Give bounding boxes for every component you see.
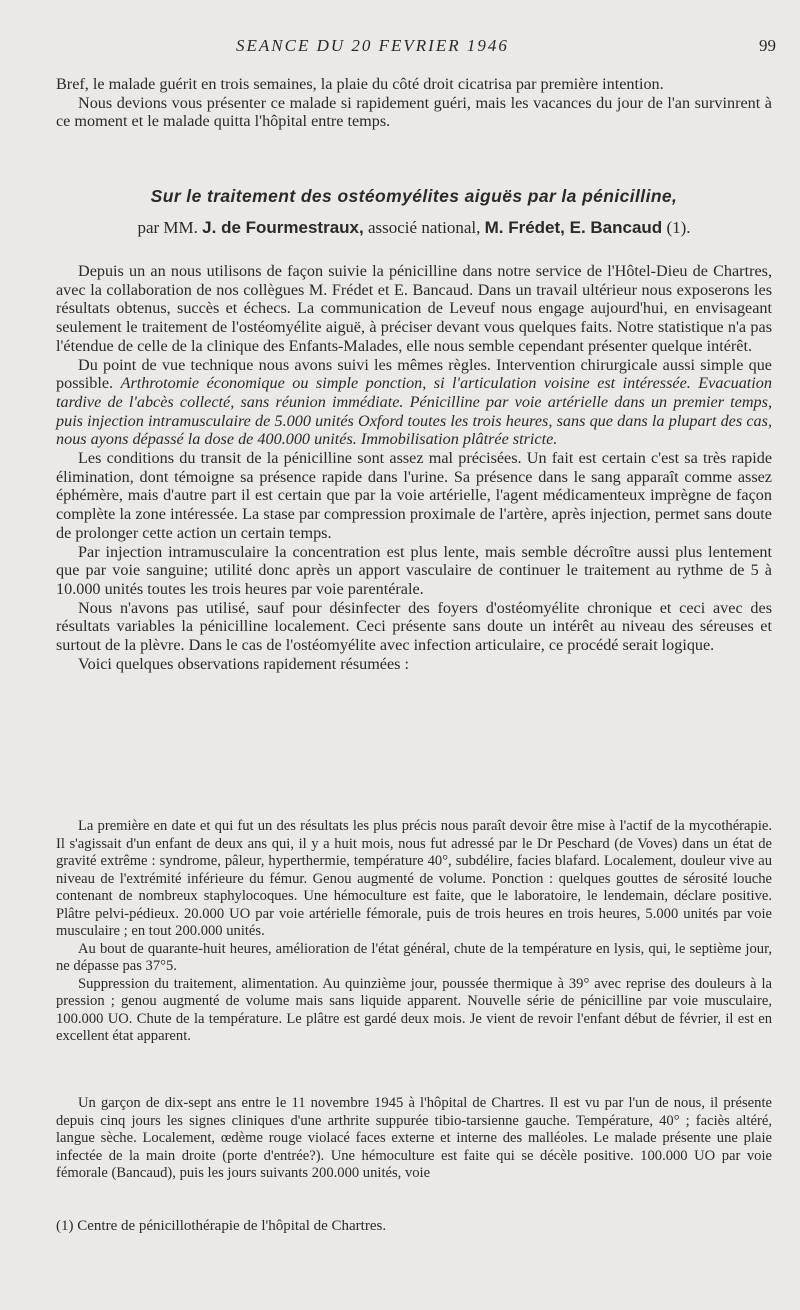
footnote-ref: (1). (666, 218, 691, 237)
footnote: (1) Centre de pénicillothérapie de l'hôpital de Chartres. (56, 1218, 387, 1234)
author-role: associé national, (367, 218, 481, 237)
page-number: 99 (759, 36, 776, 55)
paragraph: Bref, le malade guérit en trois semaines, la plaie du côté droit cicatrisa par première intention. (56, 75, 664, 93)
paragraph: Par injection intramusculaire la concentration est plus lente, mais semble décroître aussi plus lentement que par voie sanguine; utilité donc après un apport vasculaire de continuer le traitement au rythme de 5 à 10.000 unités toutes les trois heures par voie parentérale. (56, 542, 772, 598)
article-body (56, 262, 772, 673)
page-header (56, 36, 776, 60)
observation-2 (56, 1095, 772, 1183)
paragraph: La première en date et qui fut un des résultats les plus précis nous paraît devoir être mise à l'actif de la mycothérapie. Il s'agissait d'un enfant de deux ans qui, il y a huit mois, nous fut adressé par le Dr Peschard (de Voves) dans un état de gravité extrême : syndrome, pâleur, hyperthermie, température 40°, subdélire, facies blafard. Localement, douleur vive au niveau de l'extrémité inférieure du fémur. Genou augmenté de volume. Ponction : quelques gouttes de sérosité louche contenant de nombreux staphylocoques. Une hémoculture est faite, que le laboratoire, le lendemain, déclare positive. Plâtre pelvi-pédieux. 20.000 UO par voie artérielle fémorale, puis de trois heures en trois heures, 5.000 unités par voie musculaire ; en tout 200.000 unités. (56, 818, 772, 939)
italic-text: Arthrotomie économique ou simple ponction, si l'articulation voisine est intéressée. Evacuation tardive de l'abcès collecté, sans réunion immédiate. Pénicilline par voie artérielle dans un premier temps, puis injection intramusculaire de 5.000 unités Oxford toutes les trois heures, sans que dans la plupart des cas, nous ayons dépassé la dose de 400.000 unités. Immobilisation plâtrée stricte. (56, 374, 772, 449)
author-name: J. de Fourmestraux, (202, 218, 364, 237)
paragraph: Suppression du traitement, alimentation. Au quinzième jour, poussée thermique à 39° avec reprise des douleurs à la pression ; genou augmenté de volume mais sans liquide apparent. Nouvelle série de pénicilline par voie musculaire, 100.000 UO. Chute de la température. Le plâtre est gardé deux mois. Je vient de revoir l'enfant début de février, il est en excellent état apparent. (56, 975, 772, 1044)
paragraph: Au bout de quarante-huit heures, amélioration de l'état général, chute de la température en lysis, qui, le septième jour, ne dépasse pas 37°5. (56, 940, 772, 974)
article-byline (56, 218, 772, 238)
article-title: Sur le traitement des ostéomyélites aiguës par la pénicilline, (150, 186, 678, 206)
paragraph: Nous n'avons pas utilisé, sauf pour désinfecter des foyers d'ostéomyélite chronique et ceci avec des résultats variables la pénicilline localement. Ceci présente sans doute un intérêt au niveau des séreuses et surtout de la plèvre. Dans le cas de l'ostéomyélite avec infection articulaire, ce procédé serait logique. (56, 598, 772, 655)
author-name: M. Frédet, E. Bancaud (484, 218, 663, 237)
paragraph: Nous devions vous présenter ce malade si rapidement guéri, mais les vacances du jour de l'an survinrent à ce moment et le malade quitta l'hôpital entre temps. (56, 93, 772, 131)
paragraph: Depuis un an nous utilisons de façon suivie la pénicilline dans notre service de l'Hôtel-Dieu de Chartres, avec la collaboration de nos collègues M. Frédet et E. Bancaud. Dans un travail ultérieur nous exposerons les résultats obtenus, succès et échecs. La communication de Leveuf nous engage aujourd'hui, en envisageant seulement le traitement de l'ostéomyélite aiguë, à préciser devant vous quelques faits. Notre statistique n'a pas l'étendue de celle de la clinique des Enfants-Malades, elle nous semble cependant présenter quelque intérêt. (56, 262, 772, 355)
paragraph (56, 356, 772, 450)
paragraph: Les conditions du transit de la pénicilline sont assez mal précisées. Un fait est certain c'est sa très rapide élimination, dont témoigne sa présence rapide dans l'urine. Sa présence dans le sang apparaît comme assez éphémère, mais d'autre part il est certain que par la voie artérielle, l'agent médicamenteux imprègne de façon complète la zone intéressée. La stase par compression proximale de l'artère, après injection, permet sans doute de prolonger cette action un certain temps. (56, 449, 772, 542)
byline-prefix: par MM. (137, 218, 198, 237)
text-run: Du point de vue technique nous avons suivi les mêmes règles. Intervention chirurgicale aussi simple que possible. (56, 355, 772, 393)
running-title: SEANCE DU 20 FEVRIER 1946 (236, 36, 509, 55)
previous-article-end (56, 75, 772, 131)
observation-1 (56, 818, 772, 1046)
paragraph: Voici quelques observations rapidement résumées : (78, 654, 410, 673)
paragraph: Un garçon de dix-sept ans entre le 11 novembre 1945 à l'hôpital de Chartres. Il est vu par l'un de nous, il présente depuis cinq jours les signes cliniques d'une arthrite suppurée tibio-tarsienne gauche. Température, 40° ; faciès altéré, langue sèche. Localement, œdème rouge violacé faces externe et interne des malléoles. Le malade présente une plaie infectée de la main droite (porte d'entrée?). Une hémoculture est faite qui se décèle positive. 100.000 UO par voie fémorale (Bancaud), puis les jours suivants 200.000 unités, voie (56, 1095, 772, 1181)
